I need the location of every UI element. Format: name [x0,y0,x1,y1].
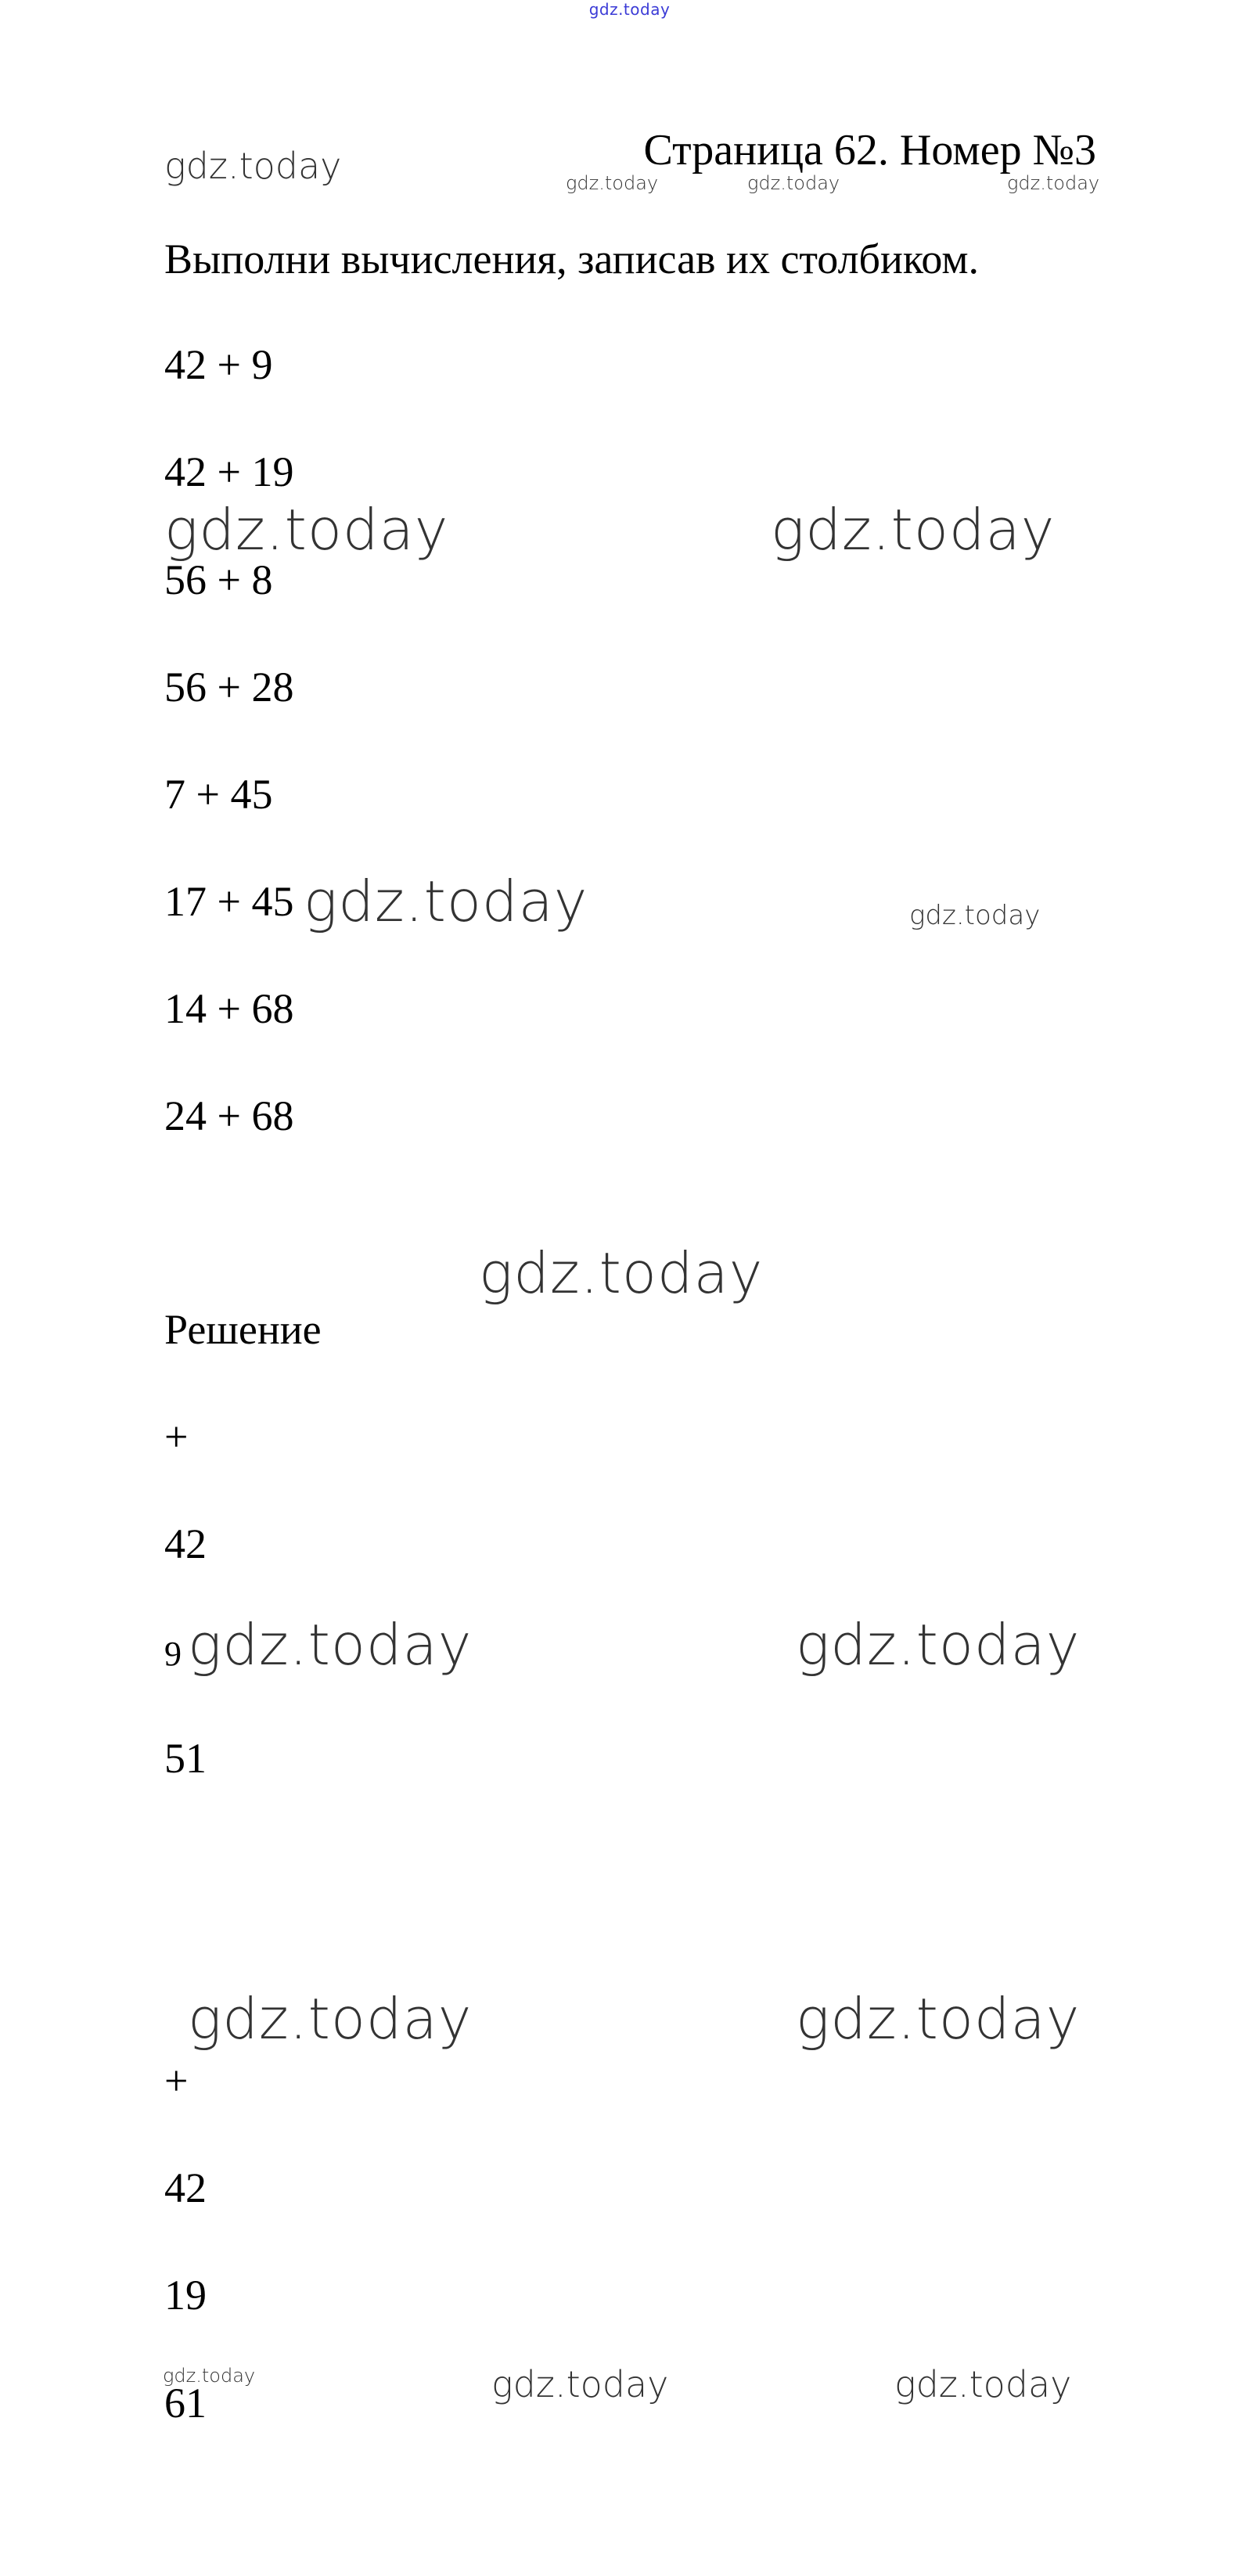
watermark: gdz.today [164,145,342,187]
expression-7: 14 + 68 [164,985,294,1032]
watermark: gdz.today [491,2363,669,2405]
watermark: gdz.today [894,2363,1072,2405]
watermark: gdz.today [796,1612,1081,1678]
top-watermark: gdz.today [588,0,671,19]
watermark: gdz.today [163,2365,256,2387]
watermark: gdz.today [771,497,1056,563]
solution-2-result: 61 [164,2380,207,2427]
watermark: gdz.today [188,1986,473,2052]
solution-1-result: 51 [164,1735,207,1782]
solution-2-sign: + [164,2057,189,2104]
expression-8: 24 + 68 [164,1092,294,1139]
expression-4: 56 + 28 [164,664,294,711]
solution-1-sign: + [164,1413,189,1460]
expression-5: 7 + 45 [164,771,273,818]
watermark: gdz.today [747,172,840,194]
expression-1: 42 + 9 [164,341,273,388]
solution-1-top: 42 [164,1520,207,1567]
watermark: gdz.today [909,900,1041,931]
expression-6: 17 + 45 [164,878,294,925]
watermark: gdz.today [566,172,659,194]
task-instruction: Выполни вычисления, записав их столбиком. [164,236,980,282]
expression-3: 56 + 8 [164,556,273,603]
watermark: gdz.today [304,869,588,934]
page-title: Страница 62. Номер №3 [643,126,1096,174]
solution-2-top: 42 [164,2164,207,2211]
watermark: gdz.today [164,497,449,563]
watermark: gdz.today [796,1986,1081,2052]
watermark: gdz.today [188,1612,473,1678]
solution-2-bottom: 19 [164,2272,207,2319]
solution-heading: Решение [164,1306,322,1353]
watermark: gdz.today [479,1240,764,1306]
expression-2: 42 + 19 [164,448,294,495]
solution-1-bottom: 9 [164,1635,182,1673]
watermark: gdz.today [1007,172,1100,194]
